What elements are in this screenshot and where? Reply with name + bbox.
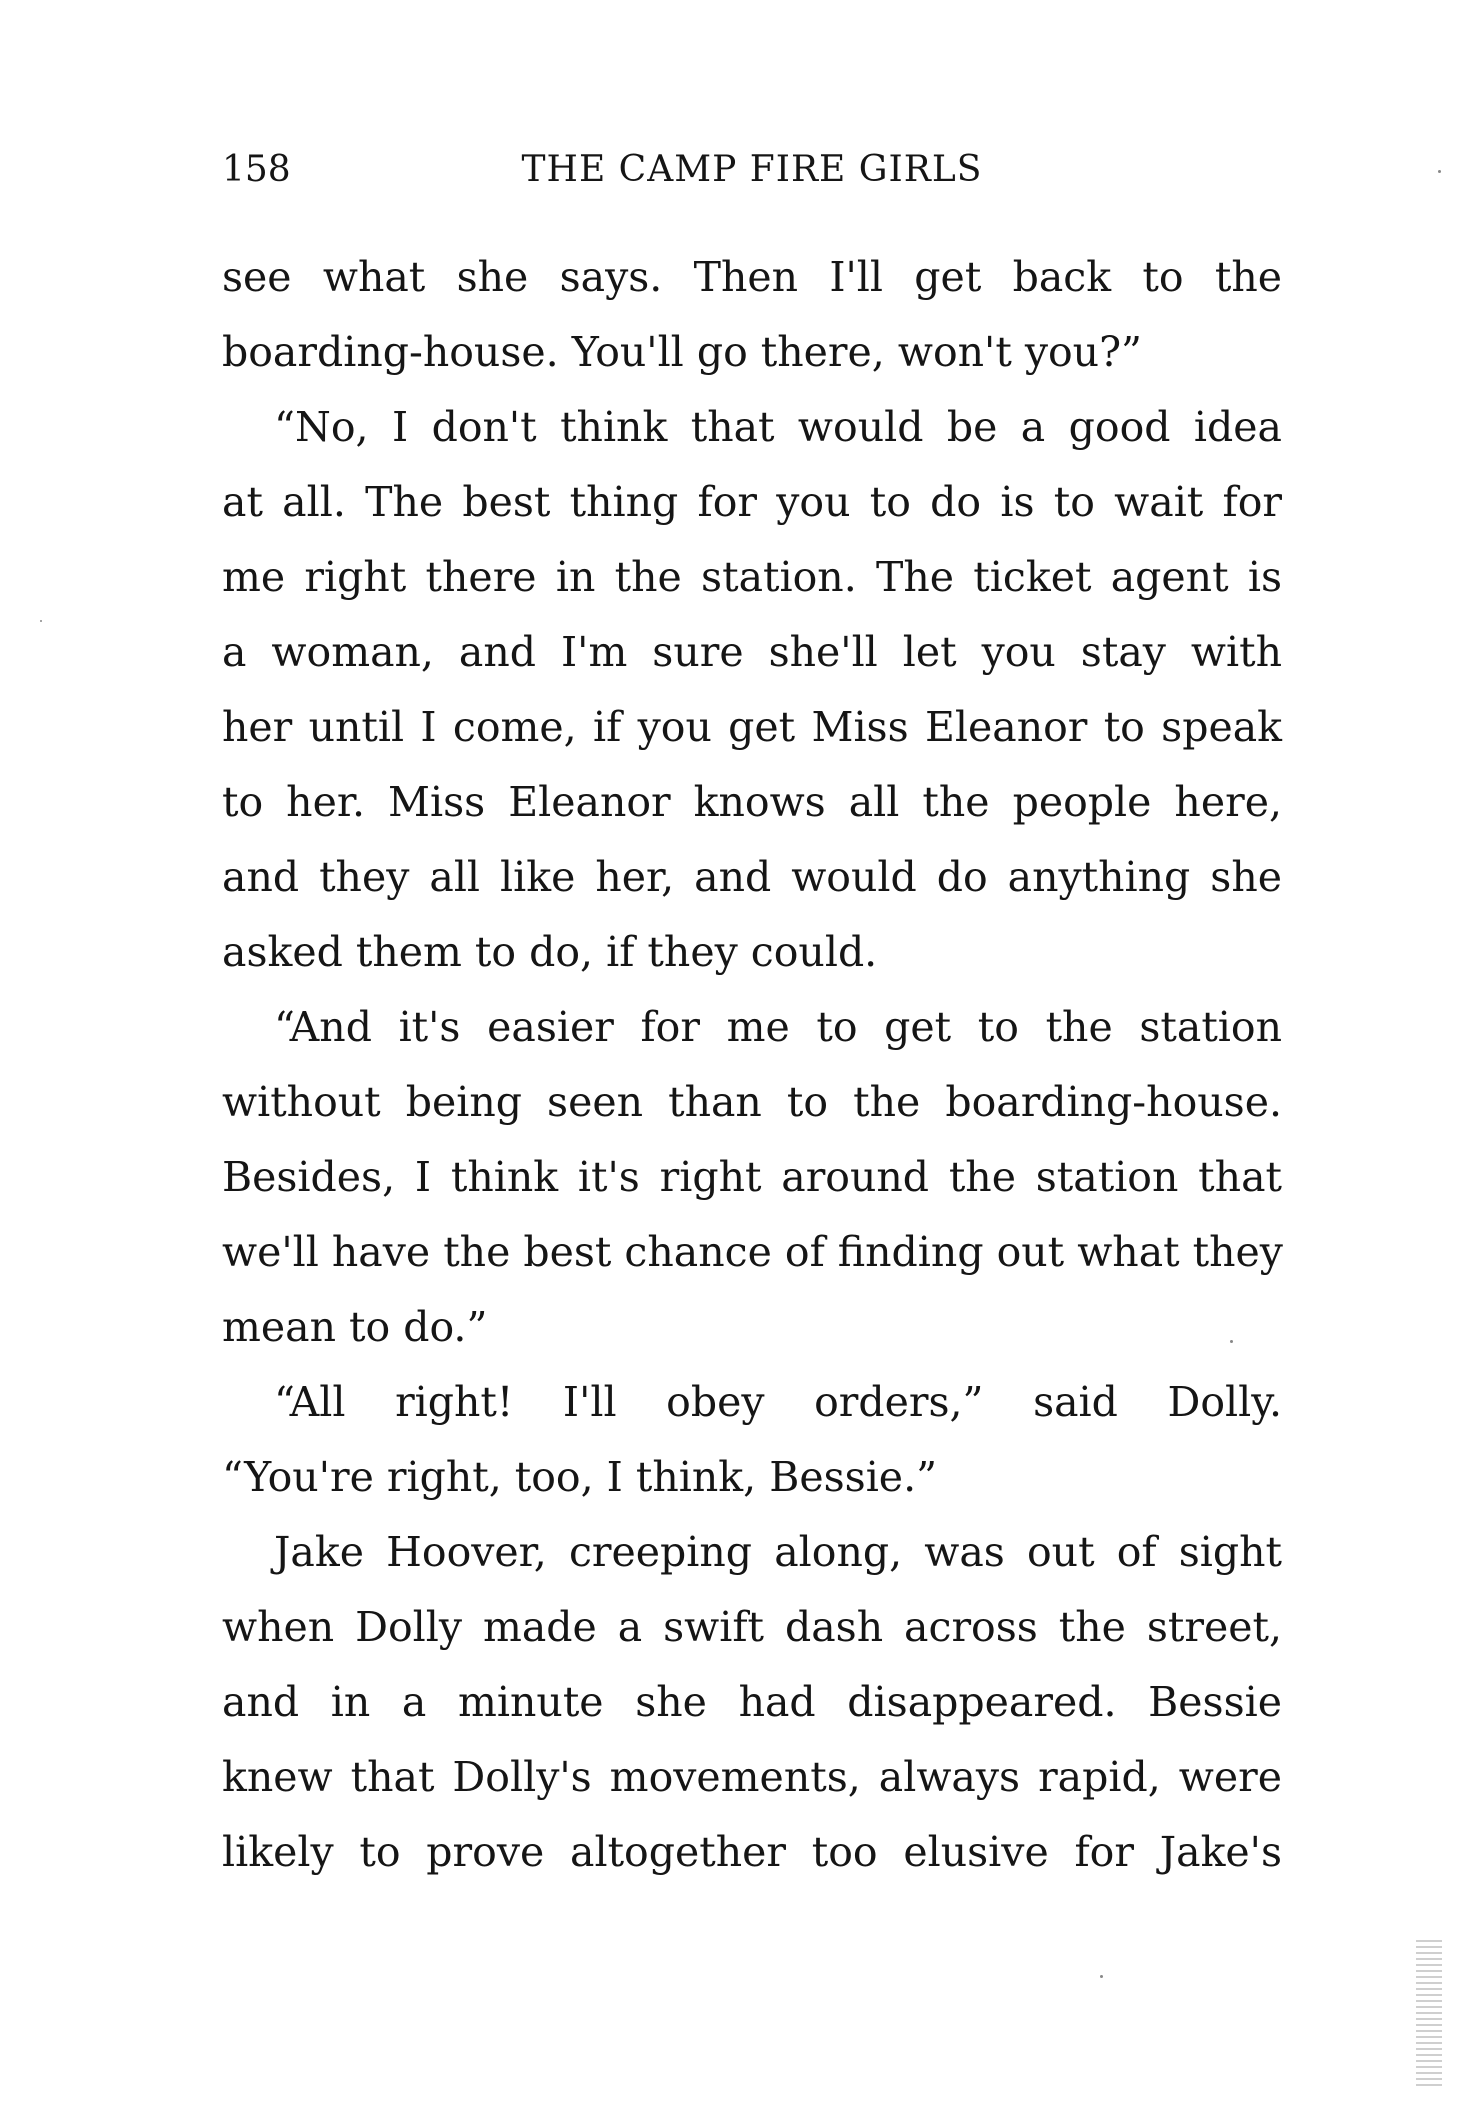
text-line: and they all like her, and would do anything she [222,853,1282,901]
text-line: me right there in the station. The ticket agent is [222,553,1282,601]
scan-speck [1438,170,1441,173]
text-line: Besides, I think it's right around the station that [222,1153,1282,1201]
text-line: see what she says. Then I'll get back to the [222,253,1282,301]
text-line: her until I come, if you get Miss Eleanor to speak [222,703,1282,751]
text-line: Jake Hoover, creeping along, was out of sight [274,1528,1282,1576]
text-line: asked them to do, if they could. [222,928,878,976]
text-line: knew that Dolly's movements, always rapid, were [222,1753,1282,1801]
text-line: “No, I don't think that would be a good idea [274,403,1282,451]
paragraph-5 [222,1515,1282,1890]
text-line: we'll have the best chance of finding out what they [222,1228,1283,1276]
text-line: “And it's easier for me to get to the station [274,1003,1282,1051]
text-line: “All right! I'll obey orders,” said Dolly. [274,1378,1282,1426]
text-line: at all. The best thing for you to do is to wait for [222,478,1282,526]
paragraph-1 [222,240,1282,390]
body-text [222,240,1282,1890]
paragraph-3 [222,990,1282,1365]
text-line: when Dolly made a swift dash across the street, [222,1603,1282,1651]
page-number: 158 [222,149,291,190]
text-line: boarding-house. You'll go there, won't you?” [222,328,1143,376]
text-line: and in a minute she had disappeared. Bessie [222,1678,1282,1726]
book-title: THE CAMP FIRE GIRLS [521,149,983,190]
running-head [222,140,1282,200]
text-line: “You're right, too, I think, Bessie.” [222,1453,938,1501]
scan-speck [1100,1975,1103,1978]
paragraph-2 [222,390,1282,990]
scan-edge-noise [1416,1940,1442,2090]
text-line: mean to do.” [222,1303,488,1351]
text-line: likely to prove altogether too elusive for Jake's [222,1828,1282,1876]
scan-speck [40,620,42,622]
scan-speck [1230,1340,1233,1343]
text-line: without being seen than to the boarding-house. [222,1078,1282,1126]
text-line: a woman, and I'm sure she'll let you stay with [222,628,1282,676]
text-line: to her. Miss Eleanor knows all the people here, [222,778,1282,826]
paragraph-4 [222,1365,1282,1515]
